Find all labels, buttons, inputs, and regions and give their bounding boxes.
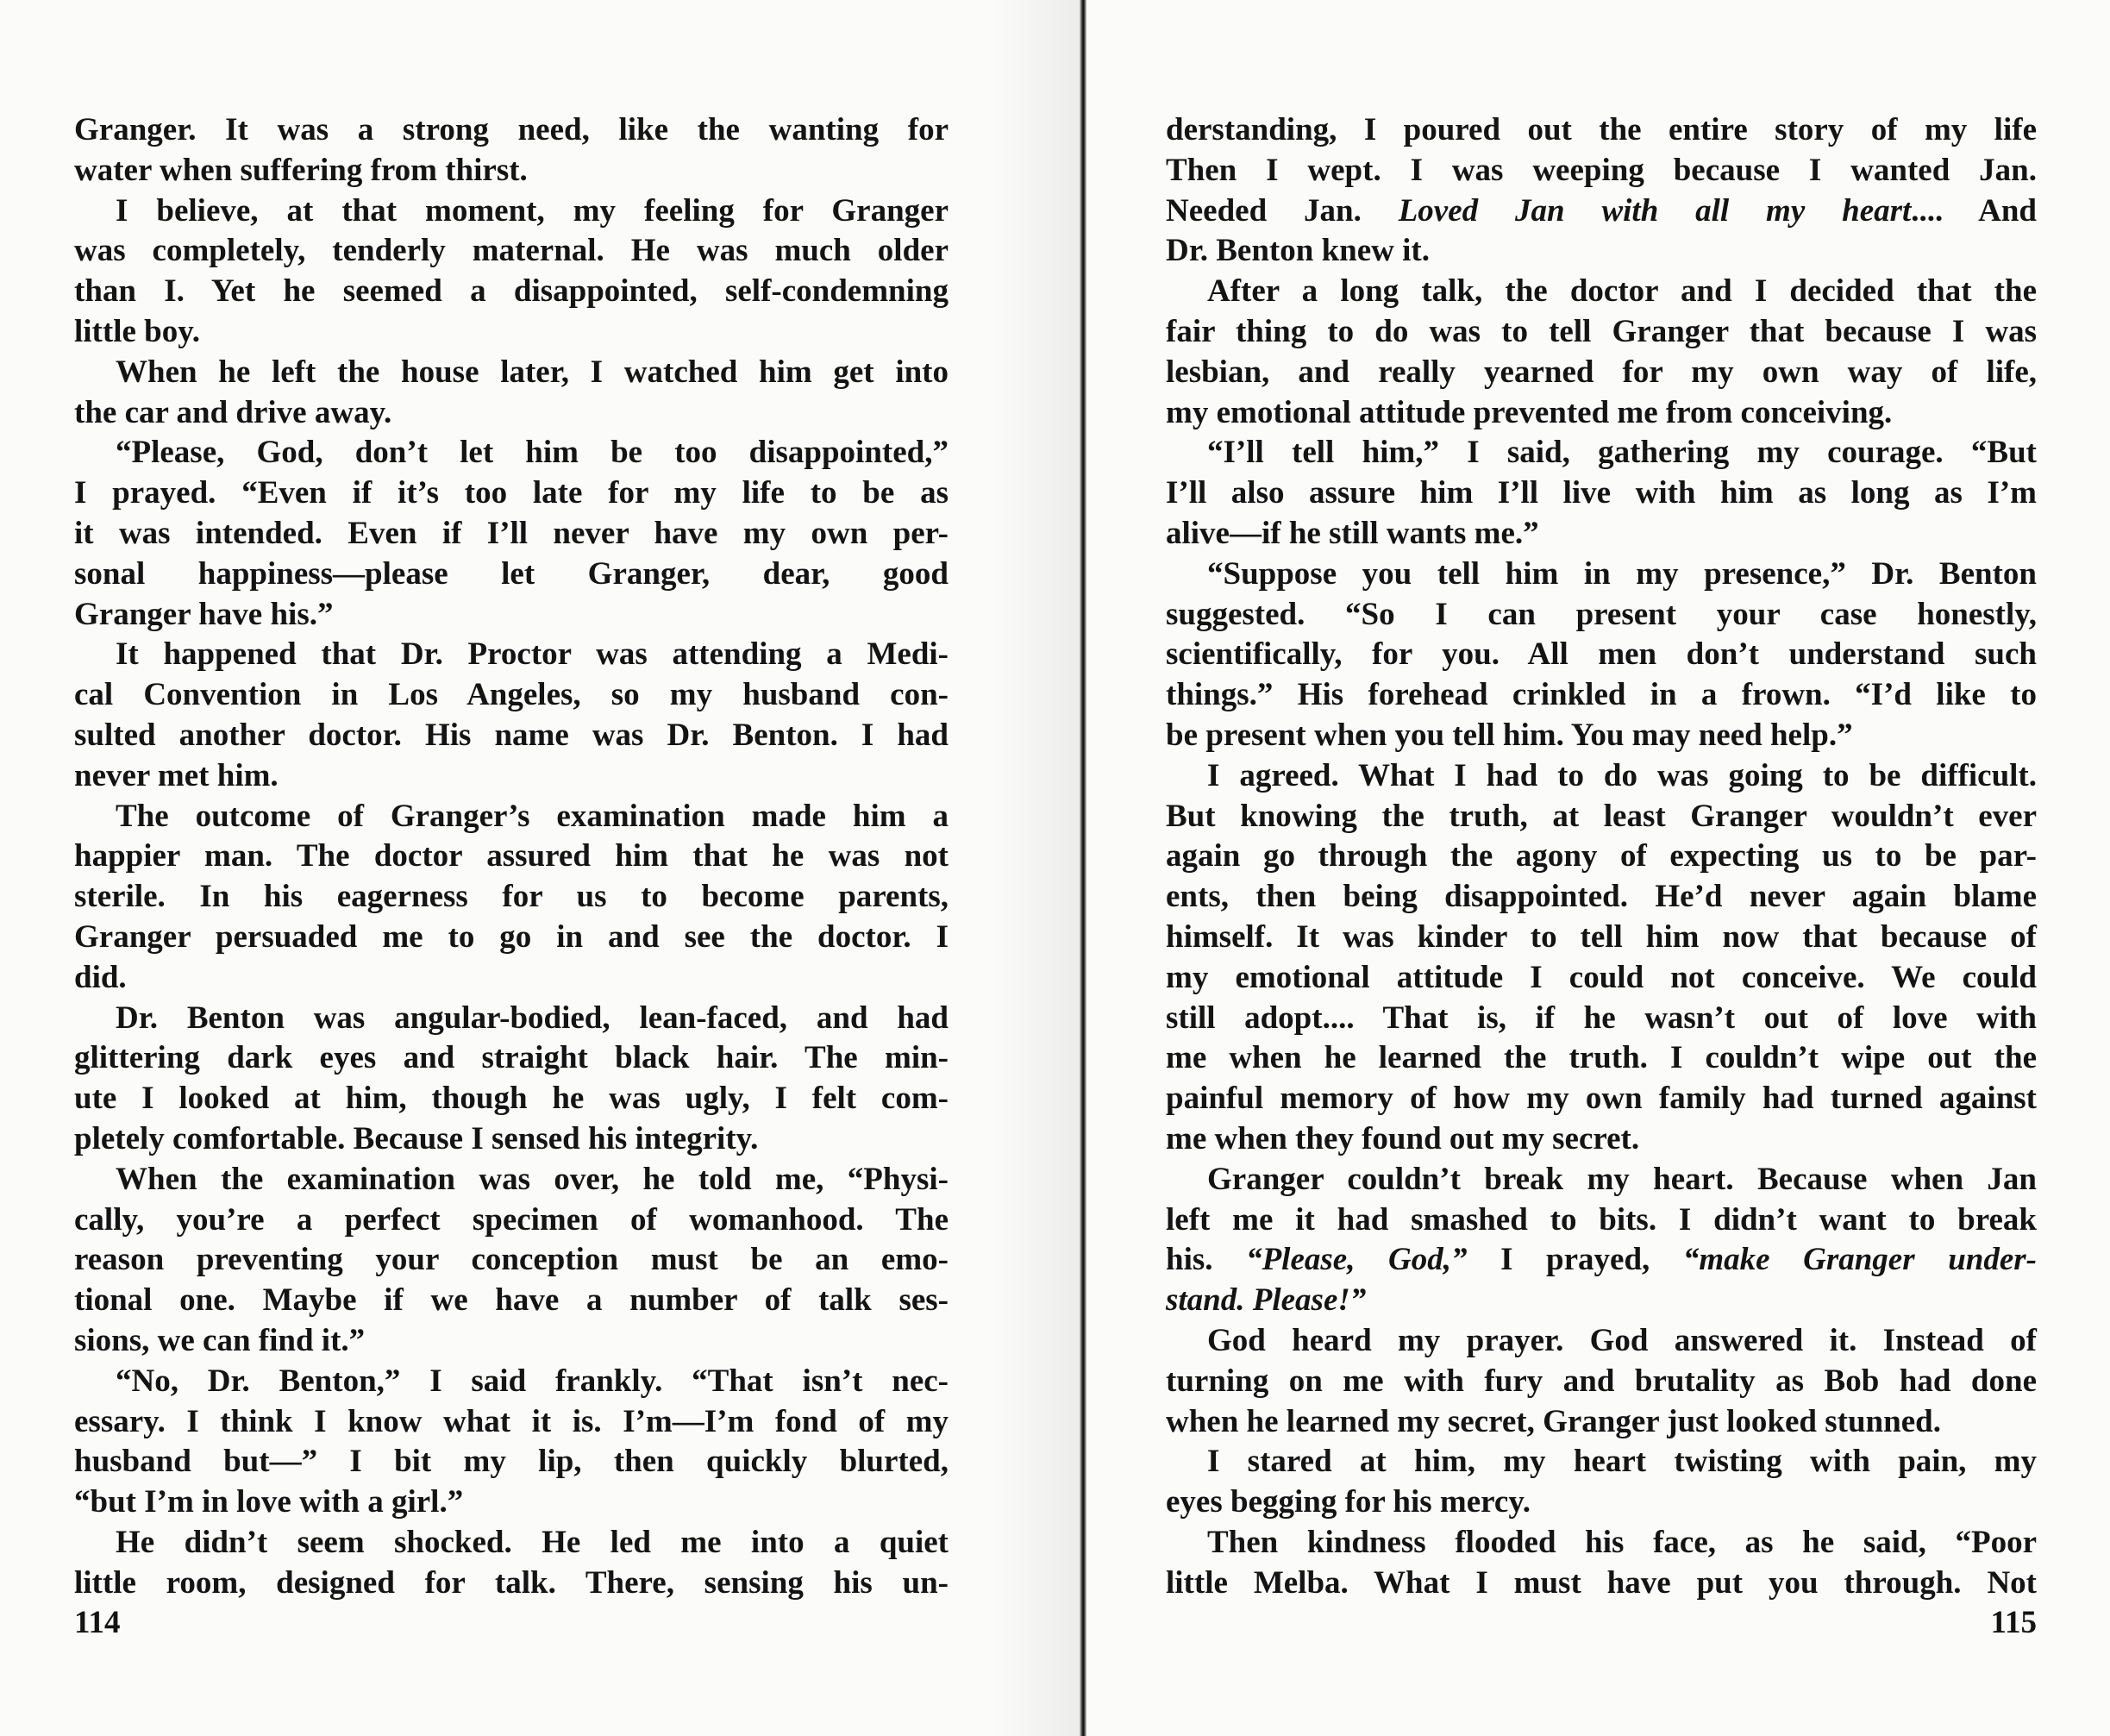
- text-line: [1166, 675, 2037, 716]
- text-run: Dr. Benton was angular-bodied, lean-faced, and had: [116, 1000, 949, 1036]
- text-line: [74, 393, 949, 434]
- text-run: the car and drive away.: [74, 394, 392, 430]
- text-run: fair thing to do was to tell Granger that because I was: [1166, 313, 2037, 349]
- left-page-text: [74, 110, 949, 1603]
- text-line: [1166, 1362, 2037, 1402]
- text-run: Granger have his.”: [74, 596, 334, 632]
- italic-text: “Please, God,”: [1246, 1242, 1468, 1278]
- text-line: [74, 797, 949, 837]
- text-run: never met him.: [74, 757, 279, 793]
- text-run: Dr. Benton knew it.: [1166, 233, 1430, 269]
- text-line: [74, 110, 949, 151]
- text-line: [1166, 837, 2037, 877]
- text-run: scientifically, for you. All men don’t understand such: [1166, 636, 2037, 673]
- text-run: tional one. Maybe if we have a number of talk ses-: [74, 1282, 949, 1319]
- text-run: water when suffering from thirst.: [74, 152, 528, 188]
- text-line: [1166, 1160, 2037, 1200]
- text-line: [74, 999, 949, 1039]
- text-line: [1166, 1442, 2037, 1482]
- text-run: “but I’m in love with a girl.”: [74, 1484, 464, 1520]
- text-run: suggested. “So I can present your case honestly,: [1166, 596, 2037, 632]
- text-run: I agreed. What I had to do was going to be difficult.: [1207, 757, 2037, 793]
- text-line: [1166, 1281, 2037, 1321]
- text-run: me when he learned the truth. I couldn’t wipe out the: [1166, 1040, 2037, 1076]
- text-run: me when they found out my secret.: [1166, 1120, 1640, 1156]
- text-run: little boy.: [74, 313, 200, 349]
- gutter-shadow: [992, 0, 1080, 1736]
- text-run: his.: [1166, 1242, 1247, 1278]
- text-line: [1166, 514, 2037, 555]
- text-line: [74, 1281, 949, 1321]
- text-run: sterile. In his eagerness for us to become parents,: [74, 879, 949, 915]
- text-run: “I’ll tell him,” I said, gathering my courage. “But: [1207, 435, 2037, 471]
- text-run: “No, Dr. Benton,” I said frankly. “That isn’t nec-: [116, 1363, 949, 1399]
- text-line: [1166, 1482, 2037, 1523]
- text-run: I believe, at that moment, my feeling for Granger: [116, 192, 949, 229]
- text-run: again go through the agony of expecting us to be par-: [1166, 838, 2037, 874]
- text-run: things.” His forehead crinkled in a frown. “I’d like to: [1166, 677, 2037, 713]
- text-line: [74, 1564, 949, 1604]
- text-run: sions, we can find it.”: [74, 1322, 366, 1358]
- text-run: little room, designed for talk. There, sensing his un-: [74, 1564, 949, 1601]
- text-line: [74, 1119, 949, 1160]
- text-run: little Melba. What I must have put you through. Not: [1166, 1564, 2037, 1601]
- text-run: ute I looked at him, though he was ugly, I felt com-: [74, 1081, 949, 1117]
- book-spine-gutter: [1080, 0, 1086, 1736]
- text-line: [1166, 393, 2037, 434]
- text-line: [74, 756, 949, 797]
- text-line: [1166, 999, 2037, 1039]
- text-line: [1166, 595, 2037, 636]
- text-line: [74, 1321, 949, 1362]
- text-line: [1166, 353, 2037, 393]
- text-line: [74, 272, 949, 312]
- text-line: [1166, 555, 2037, 595]
- text-line: [74, 191, 949, 232]
- text-line: [74, 837, 949, 877]
- text-run: happier man. The doctor assured him that he was not: [74, 838, 949, 874]
- text-line: [74, 675, 949, 716]
- text-run: painful memory of how my own family had turned against: [1166, 1081, 2037, 1117]
- text-line: [1166, 1119, 2037, 1160]
- text-run: was completely, tenderly maternal. He was much older: [74, 233, 949, 269]
- text-run: The outcome of Granger’s examination made him a: [116, 798, 949, 834]
- text-run: ents, then being disappointed. He’d never again blame: [1166, 879, 2037, 915]
- text-line: [74, 1362, 949, 1402]
- text-line: [1166, 231, 2037, 272]
- text-run: himself. It was kinder to tell him now that because of: [1166, 918, 2037, 955]
- text-run: When the examination was over, he told me, “Physi-: [116, 1161, 949, 1197]
- text-run: Granger couldn’t break my heart. Because when Jan: [1207, 1161, 2037, 1197]
- text-run: It happened that Dr. Proctor was attending a Medi-: [116, 636, 949, 673]
- text-line: [74, 1523, 949, 1564]
- text-line: [1166, 1564, 2037, 1604]
- text-line: [74, 433, 949, 473]
- text-run: .... And: [1911, 192, 2037, 229]
- text-line: [74, 1442, 949, 1482]
- text-line: [1166, 1321, 2037, 1362]
- text-line: [74, 555, 949, 595]
- text-line: [1166, 433, 2037, 473]
- text-run: still adopt.... That is, if he wasn’t out of love with: [1166, 1000, 2037, 1036]
- text-line: [74, 1402, 949, 1443]
- text-line: [1166, 1240, 2037, 1281]
- text-run: husband but—” I bit my lip, then quickly blurted,: [74, 1444, 949, 1480]
- text-line: [1166, 1079, 2037, 1119]
- text-line: [74, 231, 949, 272]
- text-line: [1166, 473, 2037, 514]
- text-line: [74, 312, 949, 353]
- text-run: did.: [74, 959, 127, 995]
- text-run: it was intended. Even if I’ll never have my own per-: [74, 515, 949, 551]
- text-run: “Suppose you tell him in my presence,” Dr. Benton: [1207, 555, 2037, 592]
- italic-text: “make Granger under-: [1682, 1242, 2037, 1278]
- text-line: [74, 716, 949, 756]
- text-run: Granger persuaded me to go in and see the doctor. I: [74, 918, 949, 955]
- text-line: [1166, 797, 2037, 837]
- text-run: sulted another doctor. His name was Dr. Benton. I had: [74, 717, 949, 753]
- text-line: [74, 1482, 949, 1523]
- text-run: reason preventing your conception must be an emo-: [74, 1242, 949, 1278]
- text-run: I’ll also assure him I’ll live with him as long as I’m: [1166, 475, 2037, 511]
- text-line: [74, 1079, 949, 1119]
- text-line: [74, 514, 949, 555]
- text-run: God heard my prayer. God answered it. Instead of: [1207, 1322, 2037, 1358]
- text-run: my emotional attitude prevented me from conceiving.: [1166, 394, 1893, 430]
- text-run: Then kindness flooded his face, as he said, “Poor: [1207, 1524, 2037, 1560]
- text-run: my emotional attitude I could not conceive. We could: [1166, 959, 2037, 995]
- text-line: [1166, 877, 2037, 918]
- text-run: glittering dark eyes and straight black hair. The min-: [74, 1040, 949, 1076]
- text-run: essary. I think I know what it is. I’m—I’m fond of my: [74, 1403, 949, 1439]
- text-run: Then I wept. I was weeping because I wanted Jan.: [1166, 152, 2037, 188]
- text-line: [1166, 918, 2037, 958]
- text-run: “Please, God, don’t let him be too disappointed,”: [116, 435, 949, 471]
- text-run: lesbian, and really yearned for my own way of life,: [1166, 354, 2037, 390]
- text-run: He didn’t seem shocked. He led me into a quiet: [116, 1524, 949, 1560]
- text-run: alive—if he still wants me.”: [1166, 515, 1539, 551]
- text-line: [74, 918, 949, 958]
- right-page: [1166, 110, 2037, 1644]
- text-line: [74, 1200, 949, 1241]
- text-line: [74, 1038, 949, 1079]
- text-line: [1166, 1200, 2037, 1241]
- text-run: left me it had smashed to bits. I didn’t want to break: [1166, 1201, 2037, 1238]
- text-line: [1166, 191, 2037, 232]
- text-line: [1166, 1402, 2037, 1443]
- text-line: [1166, 1038, 2037, 1079]
- text-line: [74, 1160, 949, 1200]
- text-line: [1166, 312, 2037, 353]
- text-run: turning on me with fury and brutality as Bob had done: [1166, 1363, 2037, 1399]
- text-run: Granger. It was a strong need, like the wanting for: [74, 112, 949, 147]
- text-run: eyes begging for his mercy.: [1166, 1484, 1531, 1520]
- right-page-text: [1166, 110, 2037, 1603]
- text-line: [1166, 756, 2037, 797]
- text-line: [1166, 716, 2037, 756]
- text-run: Needed Jan.: [1166, 192, 1399, 229]
- text-line: [74, 635, 949, 675]
- text-run: than I. Yet he seemed a disappointed, self-condemning: [74, 273, 949, 310]
- text-run: I prayed. “Even if it’s too late for my life to be as: [74, 475, 949, 511]
- left-page: [74, 110, 949, 1644]
- text-line: [74, 877, 949, 918]
- text-run: sonal happiness—please let Granger, dear, good: [74, 555, 949, 592]
- text-line: [1166, 110, 2037, 151]
- text-run: be present when you tell him. You may need help.”: [1166, 717, 1853, 753]
- italic-text: stand. Please!”: [1166, 1282, 1367, 1319]
- text-line: [74, 473, 949, 514]
- text-line: [1166, 151, 2037, 191]
- text-line: [74, 1240, 949, 1281]
- text-run: After a long talk, the doctor and I decided that the: [1207, 273, 2037, 310]
- text-line: [74, 595, 949, 636]
- text-run: pletely comfortable. Because I sensed his integrity.: [74, 1120, 759, 1156]
- text-line: [1166, 1523, 2037, 1564]
- text-run: I prayed,: [1467, 1242, 1683, 1278]
- page-number: 114: [74, 1605, 121, 1641]
- text-run: cally, you’re a perfect specimen of womanhood. The: [74, 1201, 949, 1238]
- text-run: I stared at him, my heart twisting with pain, my: [1207, 1444, 2037, 1480]
- text-line: [1166, 635, 2037, 675]
- text-line: [74, 958, 949, 999]
- text-run: when he learned my secret, Granger just looked stunned.: [1166, 1403, 1941, 1439]
- text-run: But knowing the truth, at least Granger wouldn’t ever: [1166, 798, 2037, 834]
- text-line: [74, 353, 949, 393]
- text-line: [74, 151, 949, 191]
- text-run: derstanding, I poured out the entire story of my life: [1166, 112, 2037, 147]
- text-run: When he left the house later, I watched him get into: [116, 354, 949, 390]
- italic-text: Loved Jan with all my heart: [1398, 192, 1912, 229]
- page-number: 115: [1990, 1605, 2037, 1641]
- text-line: [1166, 272, 2037, 312]
- text-line: [1166, 958, 2037, 999]
- text-run: cal Convention in Los Angeles, so my husband con-: [74, 677, 949, 713]
